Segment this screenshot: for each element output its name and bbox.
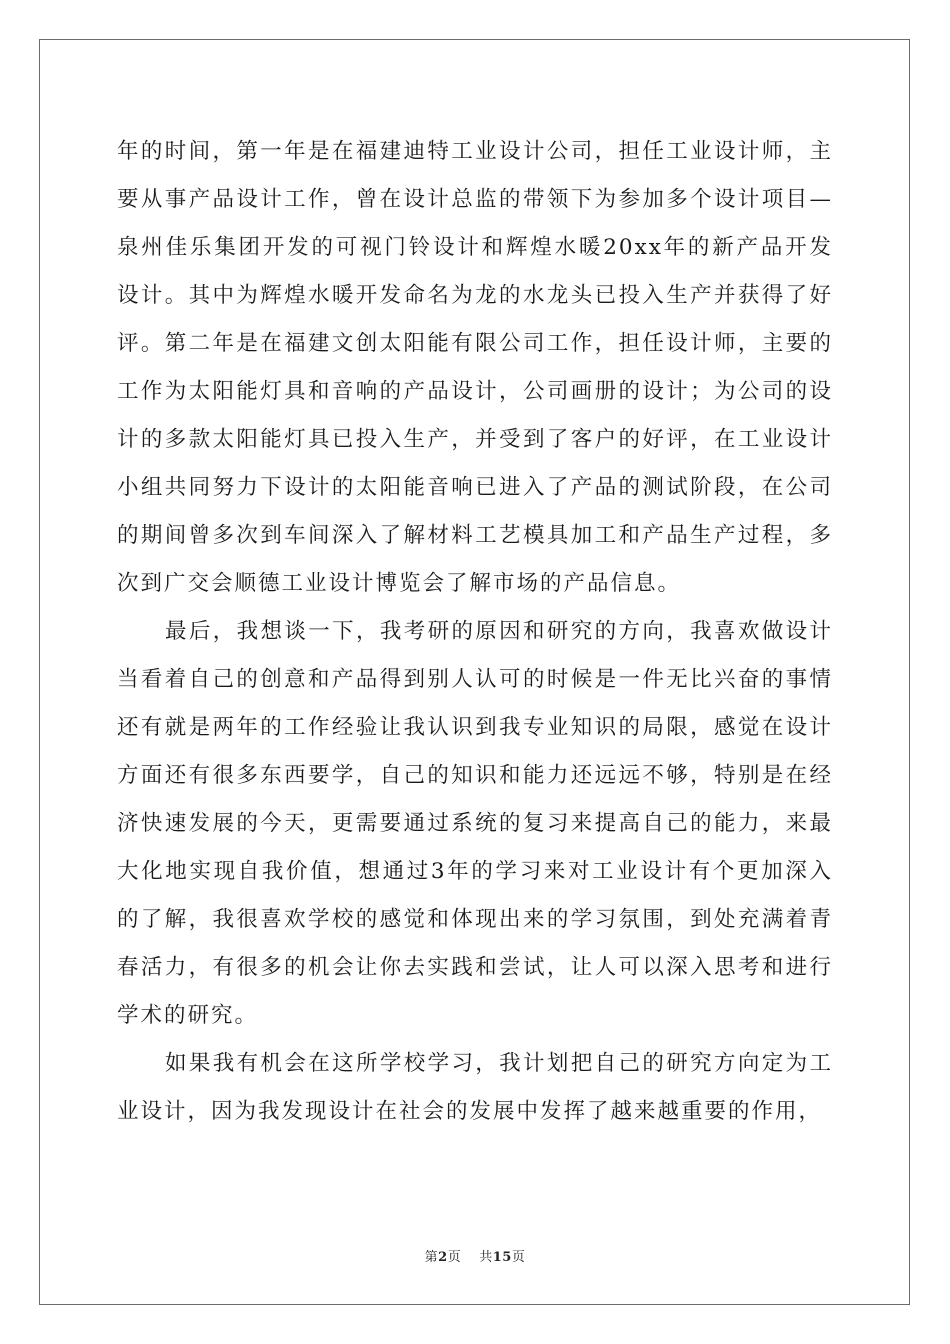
page-label-suffix: 页 [447,1250,462,1265]
total-label-suffix: 页 [511,1250,526,1265]
current-page-number: 2 [438,1250,448,1265]
page-footer [0,1246,950,1265]
total-page-count: 15 [492,1250,512,1265]
total-label-prefix: 共 [479,1250,493,1265]
document-body [117,128,833,1136]
paragraph-continued: 年的时间，第一年是在福建迪特工业设计公司，担任工业设计师，主要从事产品设计工作，曾在设计总监的带领下为参加多个设计项目—泉州佳乐集团开发的可视门铃设计和辉煌水暖20xx年的新产品开发设计。其中为辉煌水暖开发命名为龙的水龙头已投入生产并获得了好评。第二年是在福建文创太阳能有限公司工作，担任设计师，主要的工作为太阳能灯具和音响的产品设计，公司画册的设计；为公司的设计的多款太阳能灯具已投入生产，并受到了客户的好评，在工业设计小组共同努力下设计的太阳能音响已进入了产品的测试阶段，在公司的期间曾多次到车间深入了解材料工艺模具加工和产品生产过程，多次到广交会顺德工业设计博览会了解市场的产品信息。 [117,139,833,596]
paragraph-plan: 如果我有机会在这所学校学习，我计划把自己的研究方向定为工业设计，因为我发现设计在社会的发展中发挥了越来越重要的作用， [117,1051,833,1124]
page-label-prefix: 第 [424,1250,439,1265]
paragraph-reasons: 最后，我想谈一下，我考研的原因和研究的方向，我喜欢做设计当看着自己的创意和产品得到别人认可的时候是一件无比兴奋的事情还有就是两年的工作经验让我认识到我专业知识的局限，感觉在设计方面还有很多东西要学，自己的知识和能力还远远不够，特别是在经济快速发展的今天，更需要通过系统的复习来提高自己的能力，来最大化地实现自我价值，想通过3年的学习来对工业设计有个更加深入的了解，我很喜欢学校的感觉和体现出来的学习氛围，到处充满着青春活力，有很多的机会让你去实践和尝试，让人可以深入思考和进行学术的研究。 [117,619,833,1028]
